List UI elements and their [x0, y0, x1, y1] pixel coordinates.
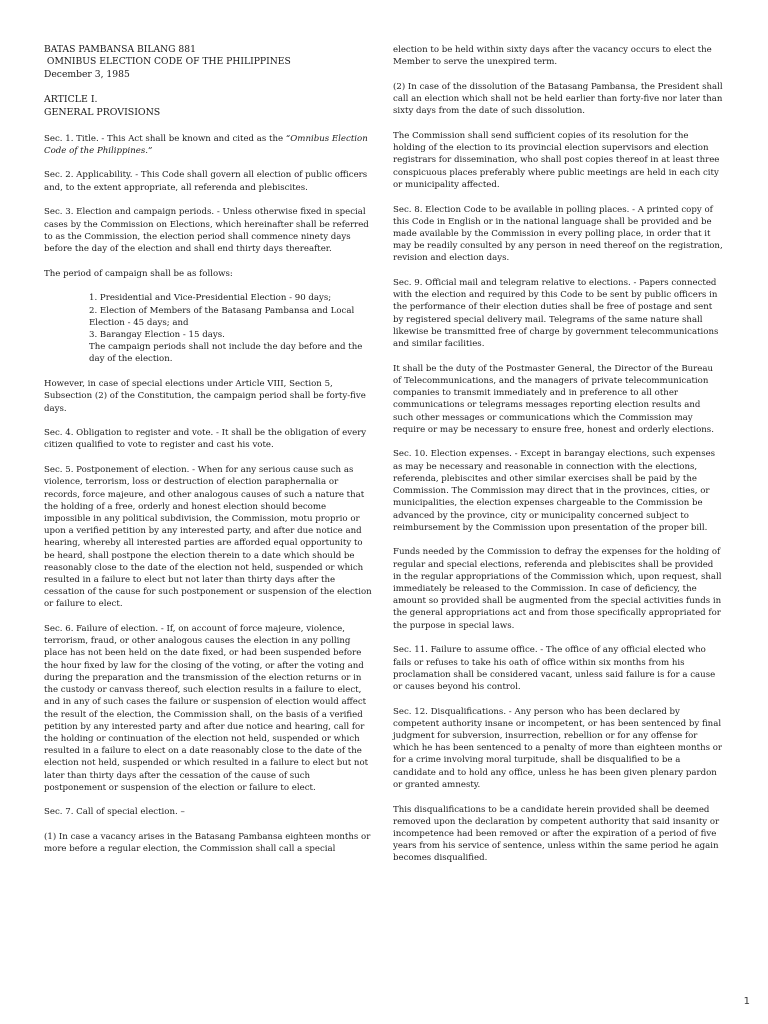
section-10: Sec. 10. Election expenses. - Except in barangay elections, such expenses as may be necessary and reasonable in connection with the elections, referenda, plebiscites and other similar exercises shall be paid by the Commission. The Commission may direct that in the provinces, cities, or municipalities, the election expenses chargeable to the Commission be advanced by the province, city or municipality concerned subject to reimbursement by the Commission upon presentation of the proper bill. [393, 449, 716, 533]
right-column [393, 44, 723, 865]
code-title: OMNIBUS ELECTION CODE OF THE PHILIPPINES [44, 56, 291, 68]
section-1-italic: “Omnibus Election Code of the Philippines.” [44, 133, 368, 156]
section-7: Sec. 7. Call of special election. – [44, 807, 185, 818]
enactment-date: December 3, 1985 [44, 68, 130, 80]
article-heading [44, 93, 374, 119]
section-2: Sec. 2. Applicability. - This Code shall govern all election of public officers and, to the extent appropriate, all referenda and plebiscites. [44, 170, 368, 193]
article-title: GENERAL PROVISIONS [44, 107, 161, 119]
special-elections-paragraph: However, in case of special elections under Article VIII, Section 5, Subsection (2) of the Constitution, the campaign period shall be forty-five days. [44, 379, 366, 414]
page-number: 1 [743, 995, 750, 1007]
section-8: Sec. 8. Election Code to be available in polling places. - A printed copy of this Code in English or in the national language shall be provided and be made available by the Commission in every polling place, in order that it may be readily consulted by any person in need thereof on the registration, revision and election days. [393, 204, 723, 264]
funds-paragraph: Funds needed by the Commission to defray the expenses for the holding of regular and special elections, referenda and plebiscites shall be provided in the regular appropriations of the Commission which, upon request, shall immediately be released to the Commission. In case of deficiency, the amount so provided shall be augmented from the special activities funds in the general appropriations act and from those specifically appropriated for the purpose in special laws. [393, 547, 722, 631]
section-1-text: Sec. 1. Title. - This Act shall be known and cited as the [44, 133, 286, 144]
campaign-period-list [44, 292, 374, 365]
act-number: BATAS PAMBANSA BILANG 881 [44, 44, 196, 55]
article-number: ARTICLE I. [44, 94, 98, 106]
section-4: Sec. 4. Obligation to register and vote. - It shall be the obligation of every citizen qualified to vote to register and cast his vote. [44, 428, 367, 451]
section-9: Sec. 9. Official mail and telegram relative to elections. - Papers connected with the election and required by this Code to be sent by public officers in the performance of their election duties shall be free of postage and sent by registered special delivery mail. Telegrams of the same nature shall likewise be transmitted free of charge by government telecommunications and similar facilities. [393, 278, 719, 350]
section-5: Sec. 5. Postponement of election. - When for any serious cause such as violence, terrorism, loss or destruction of election paraphernalia or records, force majeure, and other analogous causes of such a nature that the holding of a free, orderly and honest election should become impossible in any political subdivision, the Commission, motu proprio or upon a verified petition by any interested party, and after due notice and hearing, whereby all interested parties are afforded equal opportunity to be heard, shall postpone the election therein to a date which should be reasonably close to the date of the election not held, suspended or which resulted in a failure to elect but not later than thirty days after the cessation of the cause for such postponement or suspension of the election or failure to elect. [44, 465, 372, 610]
section-3: Sec. 3. Election and campaign periods. - Unless otherwise fixed in special cases by the Commission on Elections, which hereinafter shall be referred to as the Commission, the election period shall commence ninety days before the day of the election and shall end thirty days thereafter. [44, 207, 369, 254]
section-7-1: (1) In case a vacancy arises in the Batasang Pambansa eighteen months or more before a regular election, the Commission shall call a special [44, 832, 371, 855]
section-1 [44, 133, 374, 157]
campaign-item: 2. Election of Members of the Batasang Pambansa and Local Election - 45 days; and [89, 305, 355, 328]
section-7-1-continued: election to be held within sixty days after the vacancy occurs to elect the Member to serve the unexpired term. [393, 45, 712, 68]
section-11: Sec. 11. Failure to assume office. - The office of any official elected who fails or refuses to take his oath of office within six months from his proclamation shall be considered vacant, unless said failure is for a cause or causes beyond his control. [393, 645, 716, 692]
disqualification-removal-paragraph: This disqualifications to be a candidate herein provided shall be deemed removed upon the declaration by competent authority that said insanity or incompetence had been removed or after the expiration of a period of five years from his service of sentence, unless within the same period he again becomes disqualified. [393, 804, 720, 864]
campaign-item: The campaign periods shall not include the day before and the day of the election. [89, 342, 363, 365]
left-column [44, 44, 374, 856]
section-12: Sec. 12. Disqualifications. - Any person who has been declared by competent authority insane or incompetent, or has been sentenced by final judgment for subversion, insurrection, rebellion or for any offense for which he has been sentenced to a penalty of more than eighteen months or for a crime involving moral turpitude, shall be disqualified to be a candidate and to hold any office, unless he has been given plenary pardon or granted amnesty. [393, 706, 723, 790]
campaign-item: 1. Presidential and Vice-Presidential Election - 90 days; [89, 293, 332, 304]
commission-copies-paragraph: The Commission shall send sufficient copies of its resolution for the holding of the election to its provincial election supervisors and election registrars for dissemination, who shall post copies thereof in at least three conspicuous places preferably where public meetings are held in each city or municipality affected. [393, 131, 720, 190]
section-7-2: (2) In case of the dissolution of the Batasang Pambansa, the President shall call an election which shall not be held earlier than forty-five nor later than sixty days from the date of such dissolution. [393, 81, 723, 117]
campaign-intro: The period of campaign shall be as follows: [44, 268, 233, 279]
section-6: Sec. 6. Failure of election. - If, on account of force majeure, violence, terrorism, fraud, or other analogous causes the election in any polling place has not been held on the date fixed, or had been suspended before the hour fixed by law for the closing of the voting, or after the voting and during the preparation and the transmission of the election returns or in the custody or canvass thereof, such election results in a failure to elect, and in any of such cases the failure or suspension of election would affect the result of the election, the Commission shall, on the basis of a verified petition by any interested party and after due notice and hearing, call for the holding or continuation of the election not held, suspended or which resulted in a failure to elect on a date reasonably close to the date of the election not held, suspended or which resulted in a failure to elect but not later than thirty days after the cessation of the cause of such postponement or suspension of the election or failure to elect. [44, 624, 369, 793]
postmaster-paragraph: It shall be the duty of the Postmaster General, the Director of the Bureau of Telecommunications, and the managers of private telecommunication companies to transmit immediately and in preference to all other communications or telegrams messages reporting election results and such other messages or communications which the Commission may require or may be necessary to ensure free, honest and orderly elections. [393, 363, 714, 435]
campaign-item: 3. Barangay Election - 15 days. [89, 330, 225, 341]
